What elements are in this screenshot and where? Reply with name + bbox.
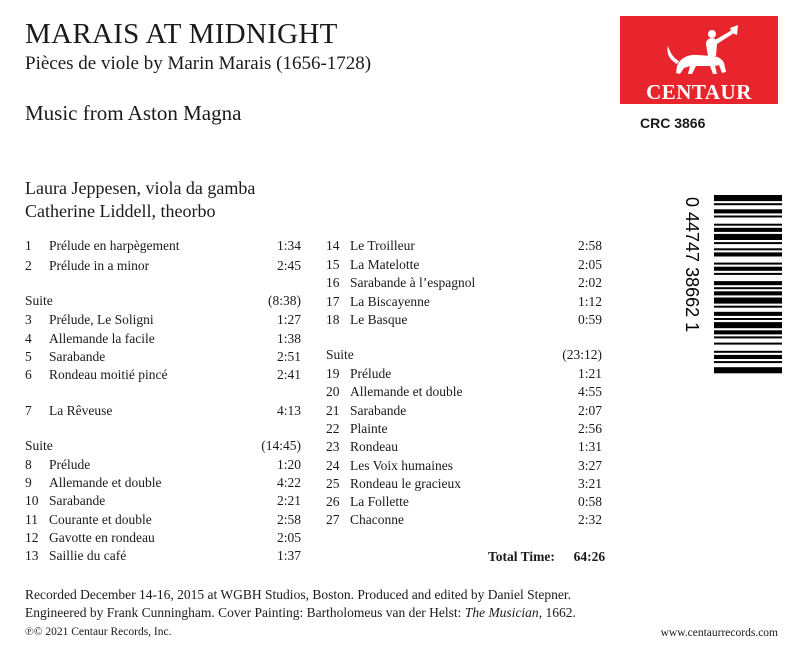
suite-header xyxy=(25,437,301,455)
track-row xyxy=(25,366,301,384)
track-row xyxy=(25,529,301,547)
track-number: 1 xyxy=(25,238,32,253)
credits-suffix: , 1662. xyxy=(538,605,576,620)
track-row xyxy=(326,311,602,329)
track-duration: 3:21 xyxy=(577,476,602,491)
suite-duration: (23:12) xyxy=(562,347,602,362)
track-title: Allemande et double xyxy=(350,384,463,399)
track-title: Le Basque xyxy=(350,312,408,327)
track-title: La Follette xyxy=(350,494,409,509)
track-duration: 2:05 xyxy=(276,530,301,545)
track-number: 14 xyxy=(326,238,340,253)
performer-1: Laura Jeppesen, viola da gamba xyxy=(25,178,256,198)
suite-duration: (14:45) xyxy=(261,438,301,453)
track-duration: 2:07 xyxy=(577,403,602,418)
track-number: 22 xyxy=(326,421,340,436)
barcode-bar xyxy=(714,203,782,205)
track-row xyxy=(25,492,301,510)
barcode-bar xyxy=(714,267,782,271)
track-number: 15 xyxy=(326,257,340,272)
painting-title: The Musician xyxy=(464,605,539,620)
barcode-bar xyxy=(714,287,782,289)
track-row xyxy=(25,311,301,329)
barcode-bar xyxy=(714,195,782,201)
track-title: Gavotte en rondeau xyxy=(49,530,155,545)
track-number: 23 xyxy=(326,439,340,454)
track-row xyxy=(326,293,602,311)
track-duration: 0:59 xyxy=(577,312,602,327)
track-duration: 2:02 xyxy=(577,275,602,290)
track-row xyxy=(25,257,301,275)
track-number: 13 xyxy=(25,548,39,563)
track-title: Allemande et double xyxy=(49,475,162,490)
total-time xyxy=(488,548,605,566)
track-row xyxy=(25,474,301,492)
track-duration: 2:51 xyxy=(276,349,301,364)
barcode-bar xyxy=(714,209,782,213)
barcode-bar xyxy=(714,234,782,240)
track-row xyxy=(326,420,602,438)
album-subtitle: Pièces de viole by Marin Marais (1656-1728) xyxy=(25,53,372,74)
barcode-bar xyxy=(714,216,782,218)
track-title: La Biscayenne xyxy=(350,294,430,309)
track-number: 8 xyxy=(25,457,32,472)
track-title: Prélude xyxy=(350,366,392,381)
track-duration: 3:27 xyxy=(577,458,602,473)
barcode xyxy=(676,195,786,435)
track-duration: 1:38 xyxy=(276,331,301,346)
track-title: Plainte xyxy=(350,421,388,436)
track-number: 2 xyxy=(25,258,32,273)
track-duration: 4:13 xyxy=(276,403,301,418)
track-row xyxy=(25,547,301,565)
track-number: 9 xyxy=(25,475,32,490)
track-duration: 2:45 xyxy=(276,258,301,273)
track-number: 26 xyxy=(326,494,340,509)
track-number: 11 xyxy=(25,512,38,527)
track-duration: 2:41 xyxy=(276,367,301,382)
track-title: Rondeau moitié pincé xyxy=(49,367,168,382)
suite-header xyxy=(326,346,602,364)
track-row xyxy=(326,511,602,529)
track-duration: 1:27 xyxy=(276,312,301,327)
track-number: 17 xyxy=(326,294,340,309)
track-title: Courante et double xyxy=(49,512,152,527)
barcode-bar xyxy=(714,318,782,320)
track-duration: 2:05 xyxy=(577,257,602,272)
copyright: ℗© 2021 Centaur Records, Inc. xyxy=(25,626,172,638)
track-duration: 0:58 xyxy=(577,494,602,509)
track-title: Allemande la facile xyxy=(49,331,155,346)
track-title: Les Voix humaines xyxy=(350,458,453,473)
track-row xyxy=(25,456,301,474)
track-duration: 4:22 xyxy=(276,475,301,490)
track-duration: 2:56 xyxy=(577,421,602,436)
suite-label: Suite xyxy=(25,438,53,453)
barcode-bar xyxy=(714,273,782,275)
track-row xyxy=(25,330,301,348)
track-number: 19 xyxy=(326,366,340,381)
track-number: 21 xyxy=(326,403,340,418)
recording-credits: Recorded December 14-16, 2015 at WGBH Studios, Boston. Produced and edited by Daniel Stepner. xyxy=(25,587,572,602)
logo-text: CENTAUR xyxy=(646,80,752,104)
track-number: 7 xyxy=(25,403,32,418)
track-duration: 1:31 xyxy=(577,439,602,454)
track-row xyxy=(326,383,602,401)
barcode-bar xyxy=(714,330,782,334)
track-title: Prélude xyxy=(49,457,91,472)
barcode-digits: 0 44747 38662 1 xyxy=(682,197,702,333)
track-row xyxy=(326,402,602,420)
barcode-bar xyxy=(714,312,782,316)
track-duration: 1:34 xyxy=(276,238,301,253)
suite-duration: (8:38) xyxy=(268,293,301,308)
barcode-bar xyxy=(714,361,782,363)
track-row xyxy=(326,438,602,456)
track-duration: 1:37 xyxy=(276,548,301,563)
track-number: 27 xyxy=(326,512,340,527)
barcode-bar xyxy=(714,281,782,285)
barcode-bar xyxy=(714,242,782,244)
suite-label: Suite xyxy=(326,347,354,362)
engineering-credits xyxy=(25,604,576,622)
track-duration: 1:12 xyxy=(577,294,602,309)
suite-label: Suite xyxy=(25,293,53,308)
website-url: www.centaurrecords.com xyxy=(660,627,778,639)
track-title: La Matelotte xyxy=(350,257,420,272)
track-title: Sarabande xyxy=(350,403,407,418)
barcode-bar xyxy=(714,306,782,308)
track-row xyxy=(326,256,602,274)
track-title: Prélude, Le Soligni xyxy=(49,312,154,327)
track-title: Rondeau xyxy=(350,439,398,454)
track-row xyxy=(326,457,602,475)
track-title: Sarabande à l’espagnol xyxy=(350,275,476,290)
track-number: 16 xyxy=(326,275,340,290)
track-duration: 1:20 xyxy=(276,457,301,472)
track-number: 10 xyxy=(25,493,39,508)
track-row xyxy=(326,493,602,511)
barcode-bar xyxy=(714,248,782,250)
track-number: 25 xyxy=(326,476,340,491)
catalog-number: CRC 3866 xyxy=(640,115,706,131)
track-row xyxy=(25,402,301,420)
track-duration: 2:32 xyxy=(577,512,602,527)
track-row xyxy=(25,511,301,529)
barcode-bar xyxy=(714,336,782,338)
barcode-bar xyxy=(714,252,782,256)
barcode-bar xyxy=(714,291,782,295)
suite-header xyxy=(25,292,301,310)
total-time-label: Total Time: xyxy=(488,549,555,564)
track-number: 4 xyxy=(25,331,32,346)
track-number: 12 xyxy=(25,530,39,545)
album-title: MARAIS AT MIDNIGHT xyxy=(25,18,338,50)
track-number: 3 xyxy=(25,312,32,327)
barcode-bar xyxy=(714,351,782,353)
track-duration: 2:21 xyxy=(276,493,301,508)
track-row xyxy=(326,475,602,493)
track-row xyxy=(25,348,301,366)
barcode-bar xyxy=(714,224,782,226)
barcode-bar xyxy=(714,367,782,373)
track-title: La Rêveuse xyxy=(49,403,113,418)
track-row xyxy=(326,365,602,383)
track-number: 24 xyxy=(326,458,340,473)
barcode-bars xyxy=(676,195,786,435)
track-duration: 4:55 xyxy=(577,384,602,399)
track-title: Sarabande xyxy=(49,349,106,364)
track-title: Saillie du café xyxy=(49,548,127,563)
track-number: 5 xyxy=(25,349,32,364)
track-title: Chaconne xyxy=(350,512,404,527)
track-title: Le Troilleur xyxy=(350,238,415,253)
barcode-bar xyxy=(714,228,782,232)
track-duration: 2:58 xyxy=(276,512,301,527)
barcode-bar xyxy=(714,322,782,328)
track-title: Prélude in a minor xyxy=(49,258,150,273)
track-title: Rondeau le gracieux xyxy=(350,476,461,491)
barcode-bar xyxy=(714,355,782,359)
total-time-value: 64:26 xyxy=(573,549,606,564)
track-title: Prélude en harpègement xyxy=(49,238,180,253)
barcode-bar xyxy=(714,263,782,265)
series-name: Music from Aston Magna xyxy=(25,101,242,125)
credits-prefix: Engineered by Frank Cunningham. Cover Painting: Bartholomeus van der Helst: xyxy=(25,605,465,620)
track-row xyxy=(326,237,602,255)
barcode-bar xyxy=(714,343,782,345)
track-duration: 1:21 xyxy=(577,366,602,381)
track-number: 18 xyxy=(326,312,340,327)
track-duration: 2:58 xyxy=(577,238,602,253)
barcode-bar xyxy=(714,298,782,304)
track-number: 6 xyxy=(25,367,32,382)
track-number: 20 xyxy=(326,384,340,399)
track-row xyxy=(326,274,602,292)
performer-2: Catherine Liddell, theorbo xyxy=(25,201,216,221)
track-title: Sarabande xyxy=(49,493,106,508)
centaur-logo xyxy=(620,16,778,104)
track-row xyxy=(25,237,301,255)
